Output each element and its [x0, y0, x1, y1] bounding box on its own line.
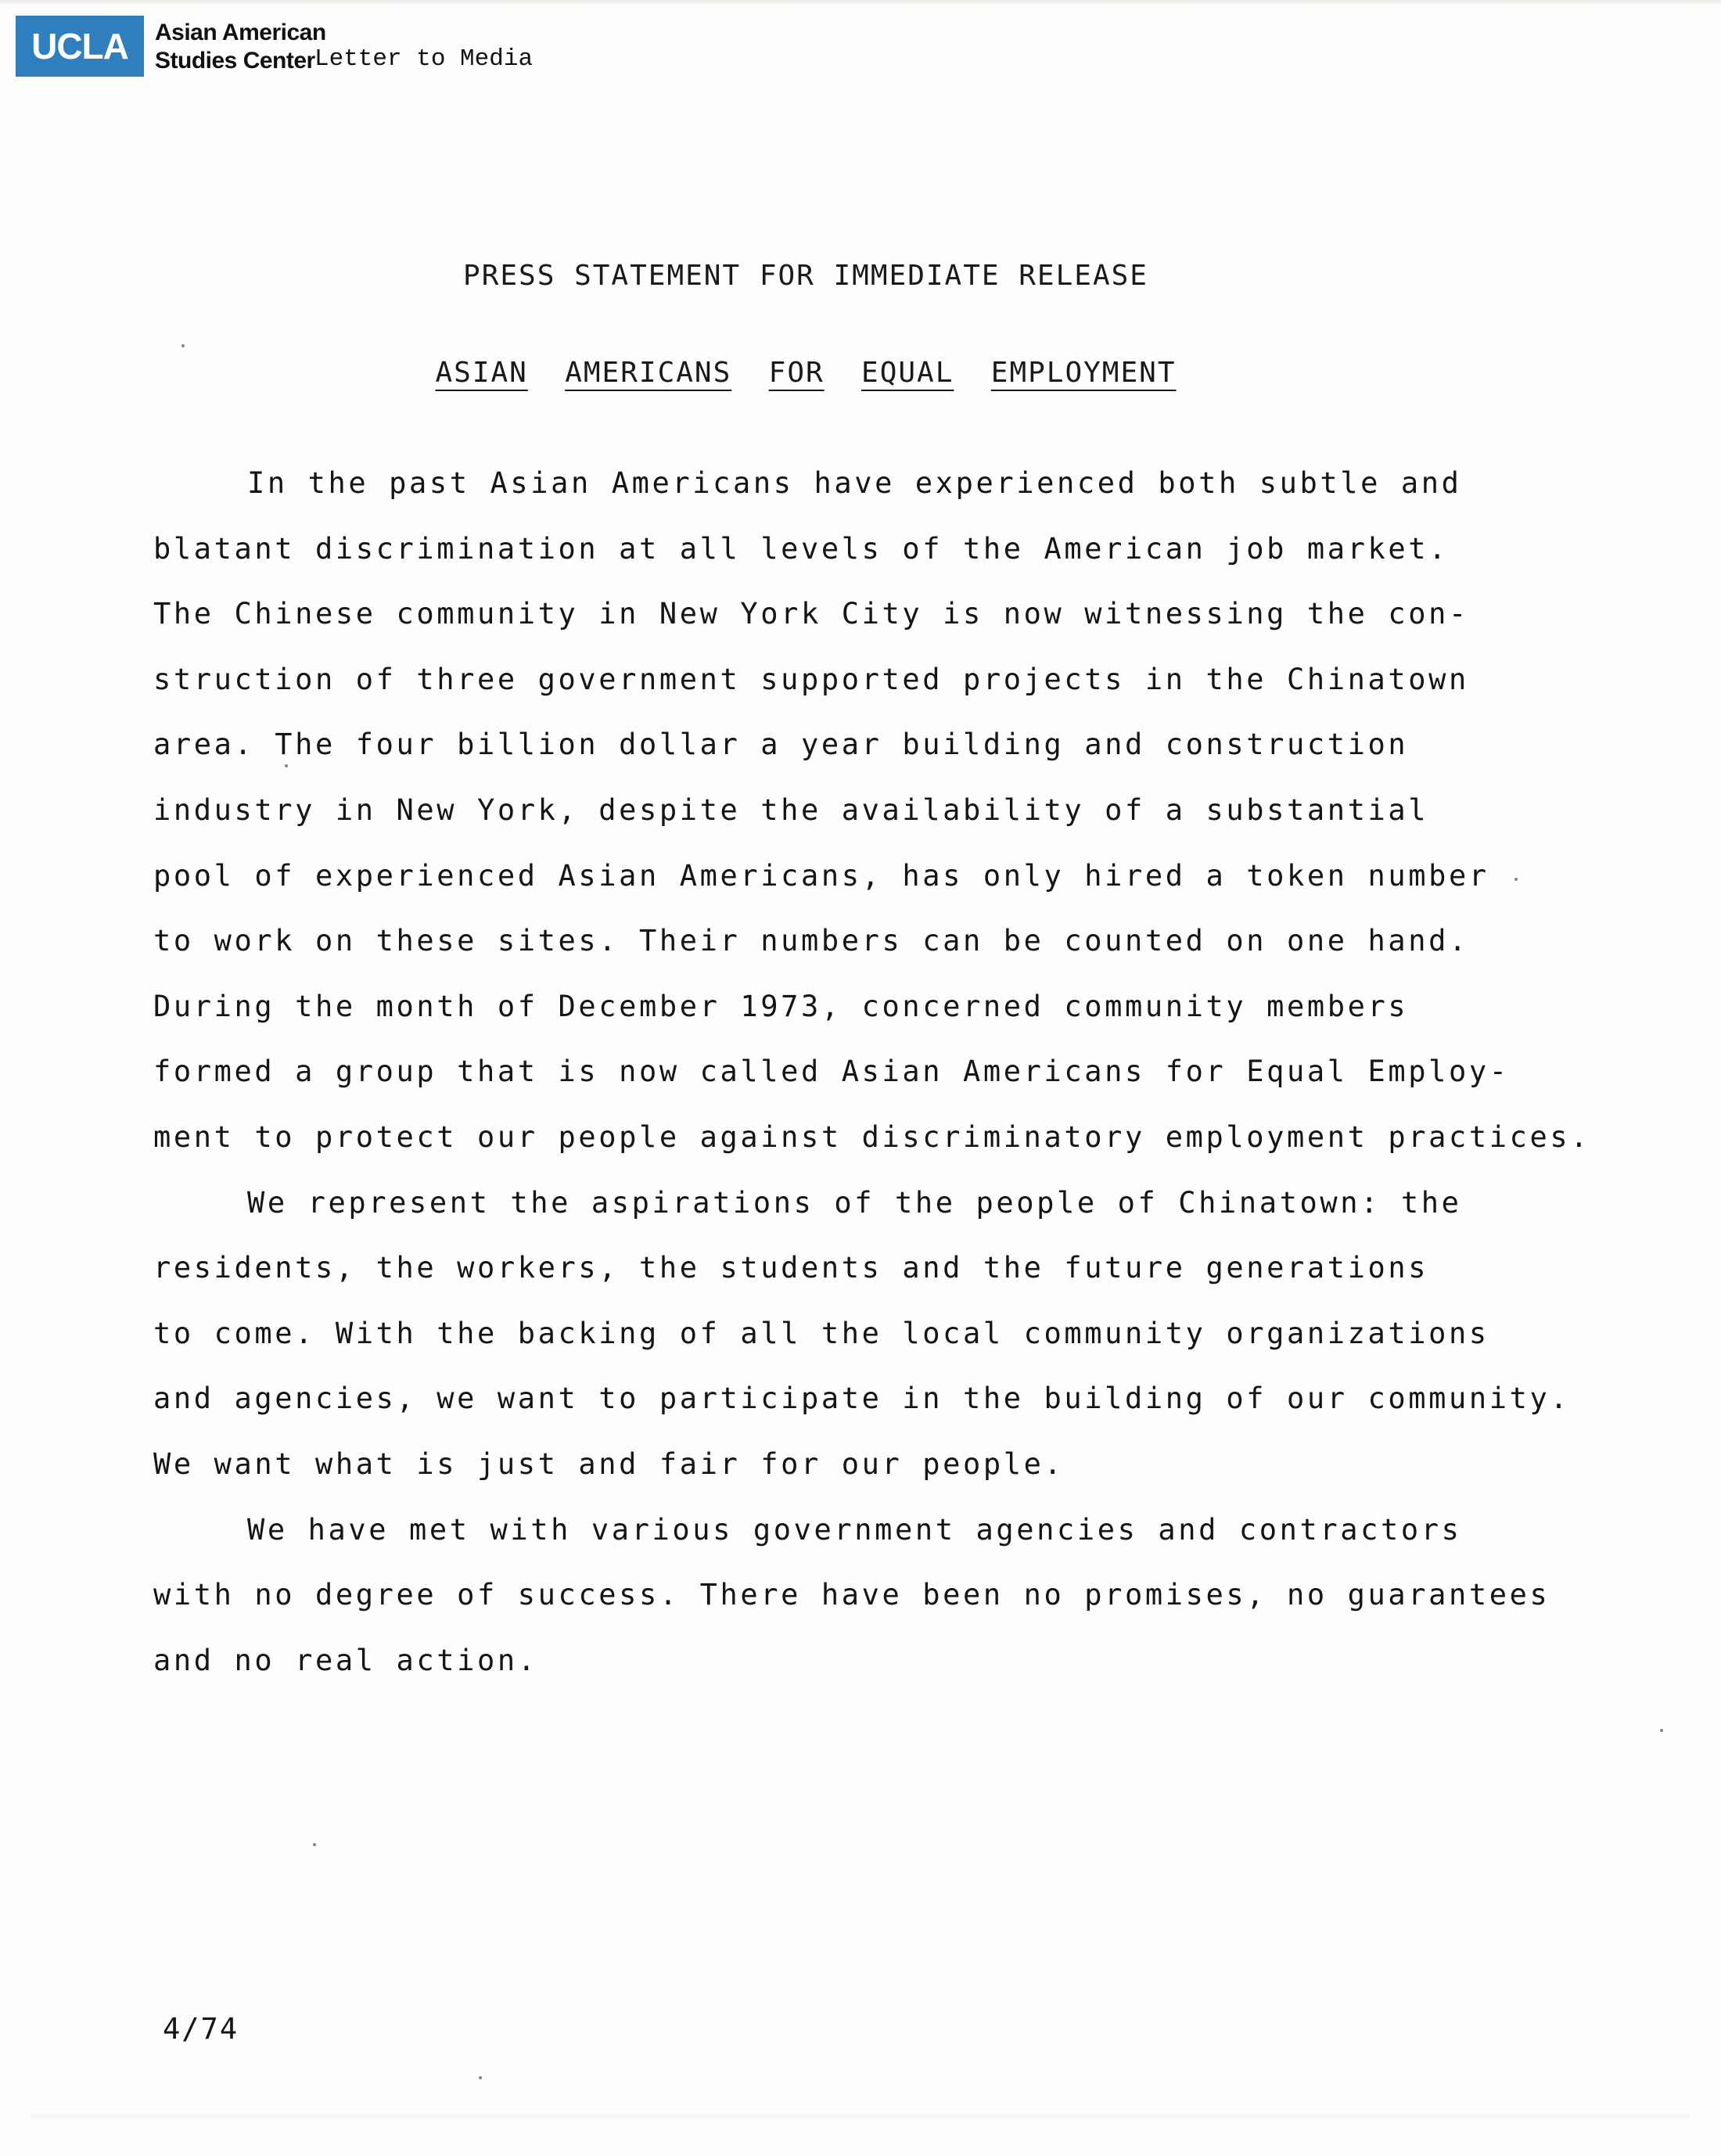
text-line: pool of experienced Asian Americans, has only hired a token number	[153, 858, 1489, 893]
text-line: and agencies, we want to participate in the building of our community.	[153, 1382, 1571, 1416]
title-word: EQUAL	[861, 357, 954, 389]
scan-edge-top	[0, 0, 1721, 5]
text-line: residents, the workers, the students and the future generations	[153, 1251, 1429, 1285]
statement-body	[153, 451, 1591, 1693]
title-word: ASIAN	[435, 357, 528, 389]
ucla-logo	[16, 16, 144, 77]
scan-speck	[1514, 878, 1518, 881]
text-line: industry in New York, despite the availability of a substantial	[153, 792, 1429, 827]
text-line: to work on these sites. Their numbers can be counted on one hand.	[153, 924, 1469, 958]
scan-speck	[181, 344, 185, 347]
text-line: We represent the aspirations of the people of Chinatown: the	[247, 1185, 1462, 1220]
title-word: AMERICANS	[565, 357, 732, 389]
title-word: FOR	[768, 357, 825, 389]
organization-name	[155, 19, 326, 75]
title-word: EMPLOYMENT	[990, 357, 1177, 389]
org-name-line-1: Asian American	[155, 20, 326, 45]
scan-speck	[479, 2076, 482, 2079]
org-name-line-2: Studies Center	[155, 48, 315, 74]
text-line: The Chinese community in New York City is now witnessing the con-	[153, 597, 1469, 631]
text-line: area. The four billion dollar a year building and construction	[153, 728, 1409, 762]
scan-edge-bottom	[31, 2112, 1690, 2120]
text-line: and no real action.	[153, 1643, 538, 1677]
collection-label: Letter to Media	[314, 45, 534, 73]
logo-text: UCLA	[31, 26, 128, 66]
text-line: We want what is just and fair for our people.	[153, 1446, 1065, 1481]
text-line: ment to protect our people against discriminatory employment practices.	[153, 1119, 1591, 1154]
text-line: struction of three government supported projects in the Chinatown	[153, 662, 1469, 696]
scan-speck	[285, 764, 288, 767]
text-line: blatant discrimination at all levels of the American job market.	[153, 531, 1450, 566]
scan-speck	[1660, 1729, 1663, 1732]
text-line: During the month of December 1973, concerned community members	[153, 989, 1409, 1023]
scan-speck	[313, 1843, 316, 1846]
text-line: formed a group that is now called Asian Americans for Equal Employ-	[153, 1055, 1510, 1089]
text-line: In the past Asian Americans have experienced both subtle and	[247, 466, 1462, 500]
document-title	[0, 357, 1611, 389]
text-line: to come. With the backing of all the local community organizations	[153, 1316, 1489, 1350]
text-line: with no degree of success. There have been no promises, no guarantees	[153, 1578, 1550, 1612]
text-line: We have met with various government agencies and contractors	[247, 1512, 1462, 1547]
document-date: 4/74	[163, 2012, 239, 2046]
press-statement-heading: PRESS STATEMENT FOR IMMEDIATE RELEASE	[463, 260, 1148, 292]
